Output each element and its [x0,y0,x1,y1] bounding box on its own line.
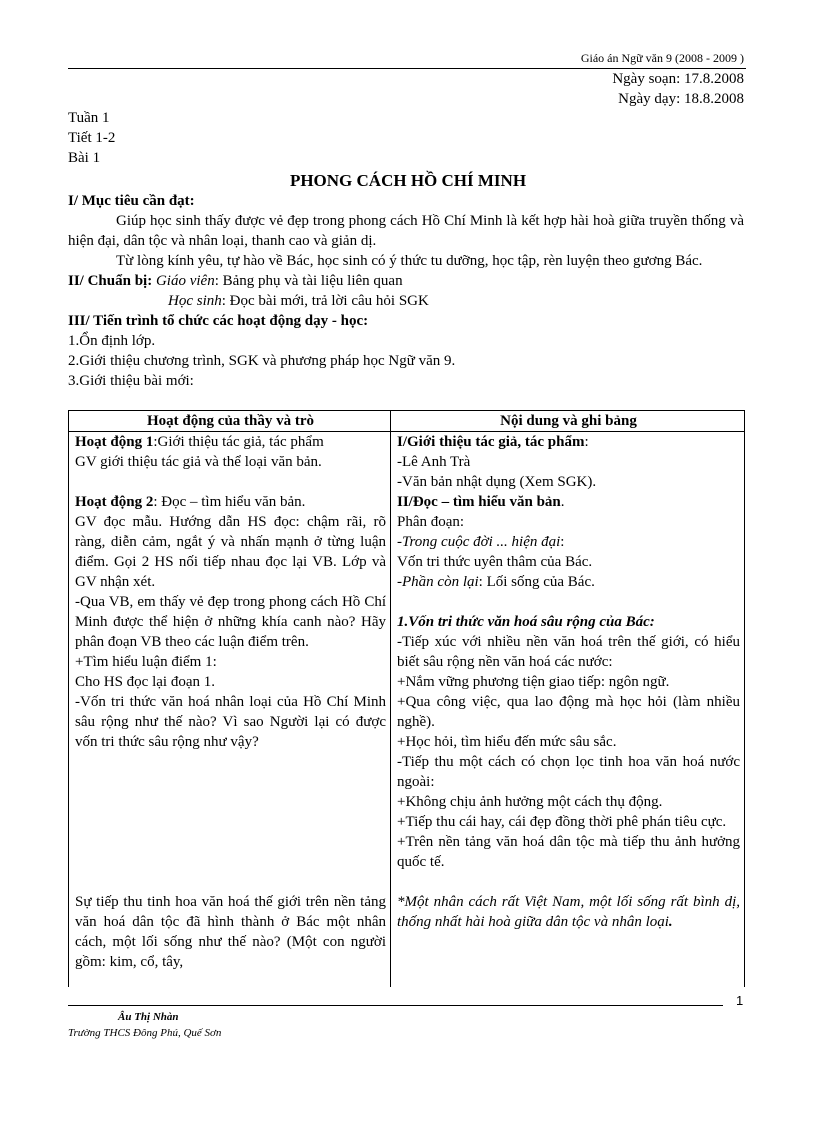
knowledge-point6: +Không chịu ảnh hưởng một cách thụ động. [397,794,663,810]
reading-guidance: GV đọc mẫu. Hướng dẫn HS đọc: chậm rãi, rõ ràng, diễn cảm, ngắt ý và nhấn mạnh ở từng luận điểm. Gọi 2 HS nối tiếp nhau đọc lại VB. Lớp và GV nhận xét. [75,514,386,590]
activity1-label: Hoạt động 1 [75,434,154,450]
teacher-activity-cell [69,432,391,988]
table-row [69,432,745,988]
lesson-activity-table [68,410,745,987]
footer-divider [68,1005,723,1006]
col1-header: Hoạt động của thầy và trò [69,411,391,432]
week-label: Tuần 1 [68,110,110,126]
section3-item2: 2.Giới thiệu chương trình, SGK và phương pháp học Ngữ văn 9. [68,353,456,369]
knowledge-point7: +Tiếp thu cái hay, cái đẹp đồng thời phê phán tiêu cực. [397,814,727,830]
knowledge-point8: +Trên nền tảng văn hoá dân tộc mà tiếp thu ảnh hưởng quốc tế. [397,834,740,870]
part1-label: -Trong cuộc đời ... hiện đại [397,534,561,550]
activity1-text: :Giới thiệu tác giả, tác phẩm [153,434,324,450]
footer-school: Trường THCS Đông Phú, Quế Sơn [68,1027,222,1039]
lesson-title: PHONG CÁCH HỒ CHÍ MINH [289,171,527,190]
document-header-title: Giáo án Ngữ văn 9 (2008 - 2009 ) [580,51,744,65]
section3-item3: 3.Giới thiệu bài mới: [68,373,194,389]
section1-paragraph1: Giúp học sinh thấy được vẻ đẹp trong phong cách Hồ Chí Minh là kết hợp hài hoà giữa truyền thống và hiện đại, dân tộc và nhân loại, thanh cao và giản dị. [68,213,744,249]
s1-colon: : [584,434,589,450]
activity2-text: : Đọc – tìm hiểu văn bản. [153,494,306,510]
part1-line [397,532,740,552]
col2-header: Nội dung và ghi bảng [391,411,745,432]
author-line: -Lê Anh Trà [397,454,471,470]
section2-student [68,291,744,311]
student-label: Học sinh [168,293,222,309]
date-taught: Ngày dạy: 18.8.2008 [618,91,744,107]
knowledge-point1: -Tiếp xúc với nhiều nền văn hoá trên thế giới, có hiểu biết sâu rộng nền văn hoá các nước: [397,634,740,670]
section2-heading: II/ Chuẩn bị: [68,273,153,289]
lesson-body [68,191,744,391]
section3-heading: III/ Tiến trình tổ chức các hoạt động dạy - học: [68,313,369,329]
division-label: Phân đoạn: [397,514,465,530]
part2-text: : Lối sống của Bác. [478,574,595,590]
personality-question: Sự tiếp thu tinh hoa văn hoá thế giới trên nền tảng văn hoá dân tộc đã hình thành ở Bác một nhân cách, một lối sống như thế nào? (Một con người gồm: kim, cổ, tây, [75,894,386,970]
genre-line: -Văn bản nhật dụng (Xem SGK). [397,474,597,490]
section3-item1: 1.Ổn định lớp. [68,333,156,349]
knowledge-point2: +Nắm vững phương tiện giao tiếp: ngôn ngữ. [397,674,670,690]
sub1-heading: 1.Vốn tri thức văn hoá sâu rộng của Bác: [397,614,655,630]
personality-dot: . [668,914,673,930]
activity1-desc: GV giới thiệu tác giả và thể loại văn bản. [75,454,322,470]
teacher-text: : Bảng phụ và tài liệu liên quan [214,273,403,289]
knowledge-point5: -Tiếp thu một cách có chọn lọc tinh hoa văn hoá nước ngoài: [397,754,740,790]
s2-heading-line [397,492,740,512]
s1-heading-line [397,432,740,452]
content-notes-cell [391,432,745,988]
part1-text: Vốn tri thức uyên thâm của Bác. [397,554,593,570]
part2-label: -Phần còn lại [397,574,479,590]
lesson-label: Bài 1 [68,150,101,166]
page-number: 1 [736,993,744,1008]
student-text: : Đọc bài mới, trả lời câu hỏi SGK [221,293,429,309]
date-prepared: Ngày soạn: 17.8.2008 [612,71,744,87]
part1-colon: : [560,534,565,550]
s2-dot: . [560,494,565,510]
section1-heading: I/ Mục tiêu cần đạt: [68,193,195,209]
personality-text: *Một nhân cách rất Việt Nam, một lối sống rất bình dị, thống nhất hài hoà giữa dân tộc và nhân loại [397,894,740,930]
analysis-question: -Qua VB, em thấy vẻ đẹp trong phong cách Hồ Chí Minh được thể hiện ở những khía canh nào? Hãy phân đoạn VB theo các luận điểm trên. [75,594,386,650]
section2-teacher [68,271,744,291]
lesson-meta [68,108,115,168]
table-header-row [69,411,745,432]
point1-label: +Tìm hiểu luận điểm 1: [75,654,217,670]
footer-author: Âu Thị Nhàn [118,1011,179,1023]
dates-block [612,69,744,109]
period-label: Tiết 1-2 [68,130,116,146]
knowledge-point4: +Học hỏi, tìm hiểu đến mức sâu sắc. [397,734,617,750]
s2-heading: II/Đọc – tìm hiểu văn bản [397,494,561,510]
activity2-line [75,492,386,512]
activity2-label: Hoạt động 2 [75,494,154,510]
knowledge-point3: +Qua công việc, qua lao động mà học hỏi (làm nhiều nghề). [397,694,740,730]
reread-instruction: Cho HS đọc lại đoạn 1. [75,674,215,690]
teacher-label: Giáo viên [155,273,215,289]
knowledge-question: -Vốn tri thức văn hoá nhân loại của Hồ Chí Minh sâu rộng như thế nào? Vì sao Người lại có được vốn tri thức sâu rộng như vậy? [75,694,386,750]
activity1-line [75,432,386,452]
personality-summary [397,892,740,932]
section1-paragraph2: Từ lòng kính yêu, tự hào về Bác, học sinh có ý thức tu dưỡng, học tập, rèn luyện theo gương Bác. [116,253,703,269]
s1-heading: I/Giới thiệu tác giả, tác phẩm [397,434,585,450]
part2-line [397,572,740,592]
